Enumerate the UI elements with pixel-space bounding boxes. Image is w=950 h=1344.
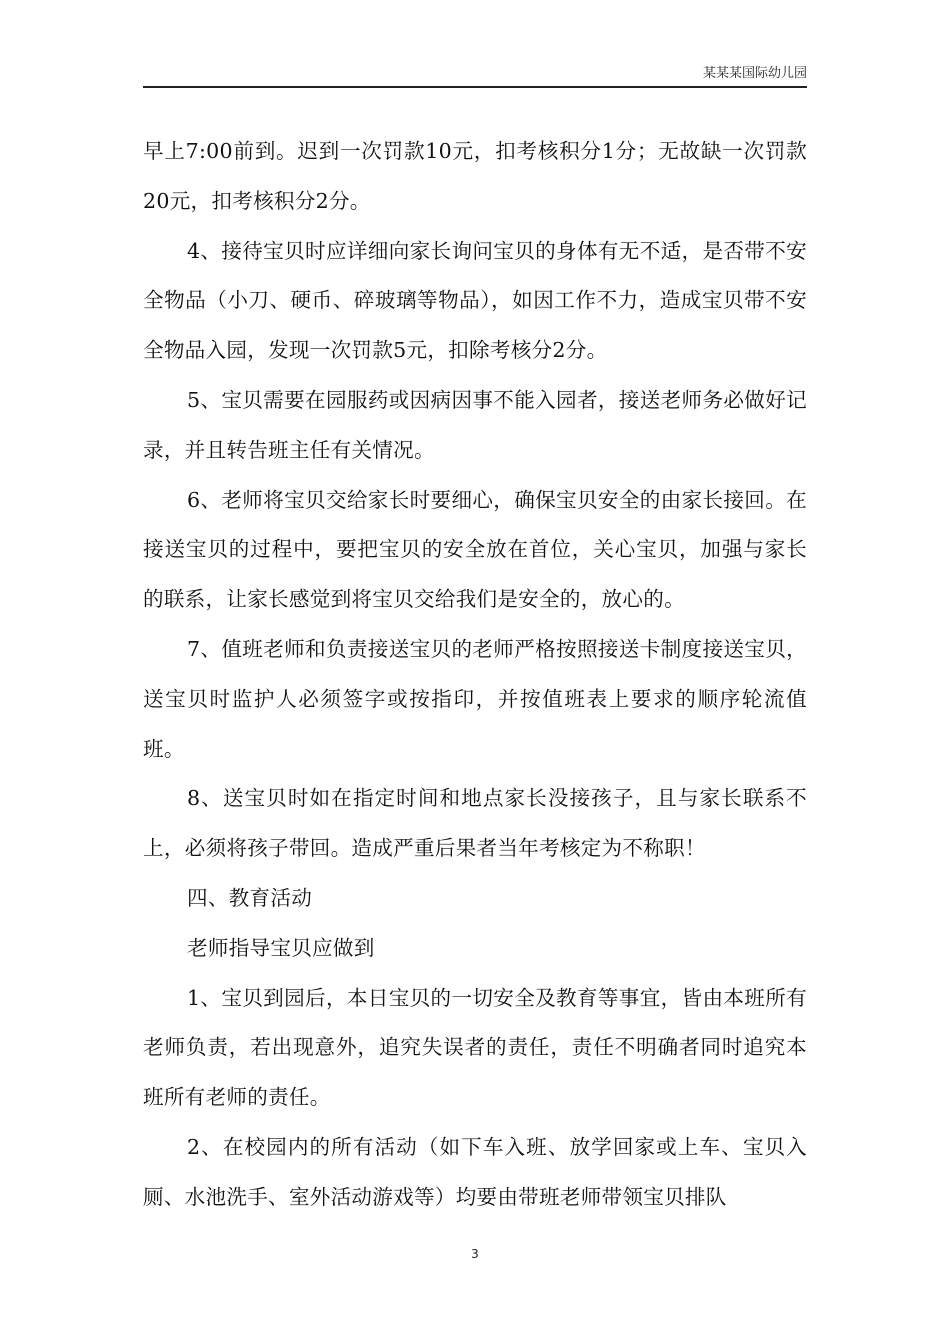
page-number: 3 xyxy=(471,1247,479,1261)
document-body xyxy=(143,127,807,1223)
paragraph-item-8: 8、送宝贝时如在指定时间和地点家长没接孩子，且与家长联系不上，必须将孩子带回。造成严重后果者当年考核定为不称职！ xyxy=(143,786,807,861)
paragraph-guidance-2: 2、在校园内的所有活动（如下车入班、放学回家或上车、宝贝入厕、水池洗手、室外活动游戏等）均要由带班老师带领宝贝排队 xyxy=(143,1134,807,1209)
page-header xyxy=(143,64,807,84)
subheading-teacher-guidance: 老师指导宝贝应做到 xyxy=(187,935,375,960)
paragraph-item-6: 6、老师将宝贝交给家长时要细心，确保宝贝安全的由家长接回。在接送宝贝的过程中，要把宝贝的安全放在首位，关心宝贝，加强与家长的联系，让家长感觉到将宝贝交给我们是安全的，放心的。 xyxy=(143,487,807,612)
paragraph-item-7: 7、值班老师和负责接送宝贝的老师严格按照接送卡制度接送宝贝，送宝贝时监护人必须签字或按指印，并按值班表上要求的顺序轮流值班。 xyxy=(143,636,807,761)
paragraph-continued: 早上7:00前到。迟到一次罚款10元，扣考核积分1分；无故缺一次罚款20元，扣考核积分2分。 xyxy=(143,139,807,213)
section-heading-education: 四、教育活动 xyxy=(187,885,313,910)
header-divider xyxy=(143,86,807,88)
paragraph-guidance-1: 1、宝贝到园后，本日宝贝的一切安全及教育等事宜，皆由本班所有老师负责，若出现意外，追究失误者的责任，责任不明确者同时追究本班所有老师的责任。 xyxy=(143,985,807,1110)
paragraph-item-5: 5、宝贝需要在园服药或因病因事不能入园者，接送老师务必做好记录，并且转告班主任有关情况。 xyxy=(143,387,807,462)
header-title: 某某某国际幼儿园 xyxy=(702,66,807,81)
paragraph-item-4: 4、接待宝贝时应详细向家长询问宝贝的身体有无不适，是否带不安全物品（小刀、硬币、碎玻璃等物品），如因工作不力，造成宝贝带不安全物品入园，发现一次罚款5元，扣除考核分2分。 xyxy=(143,238,807,363)
